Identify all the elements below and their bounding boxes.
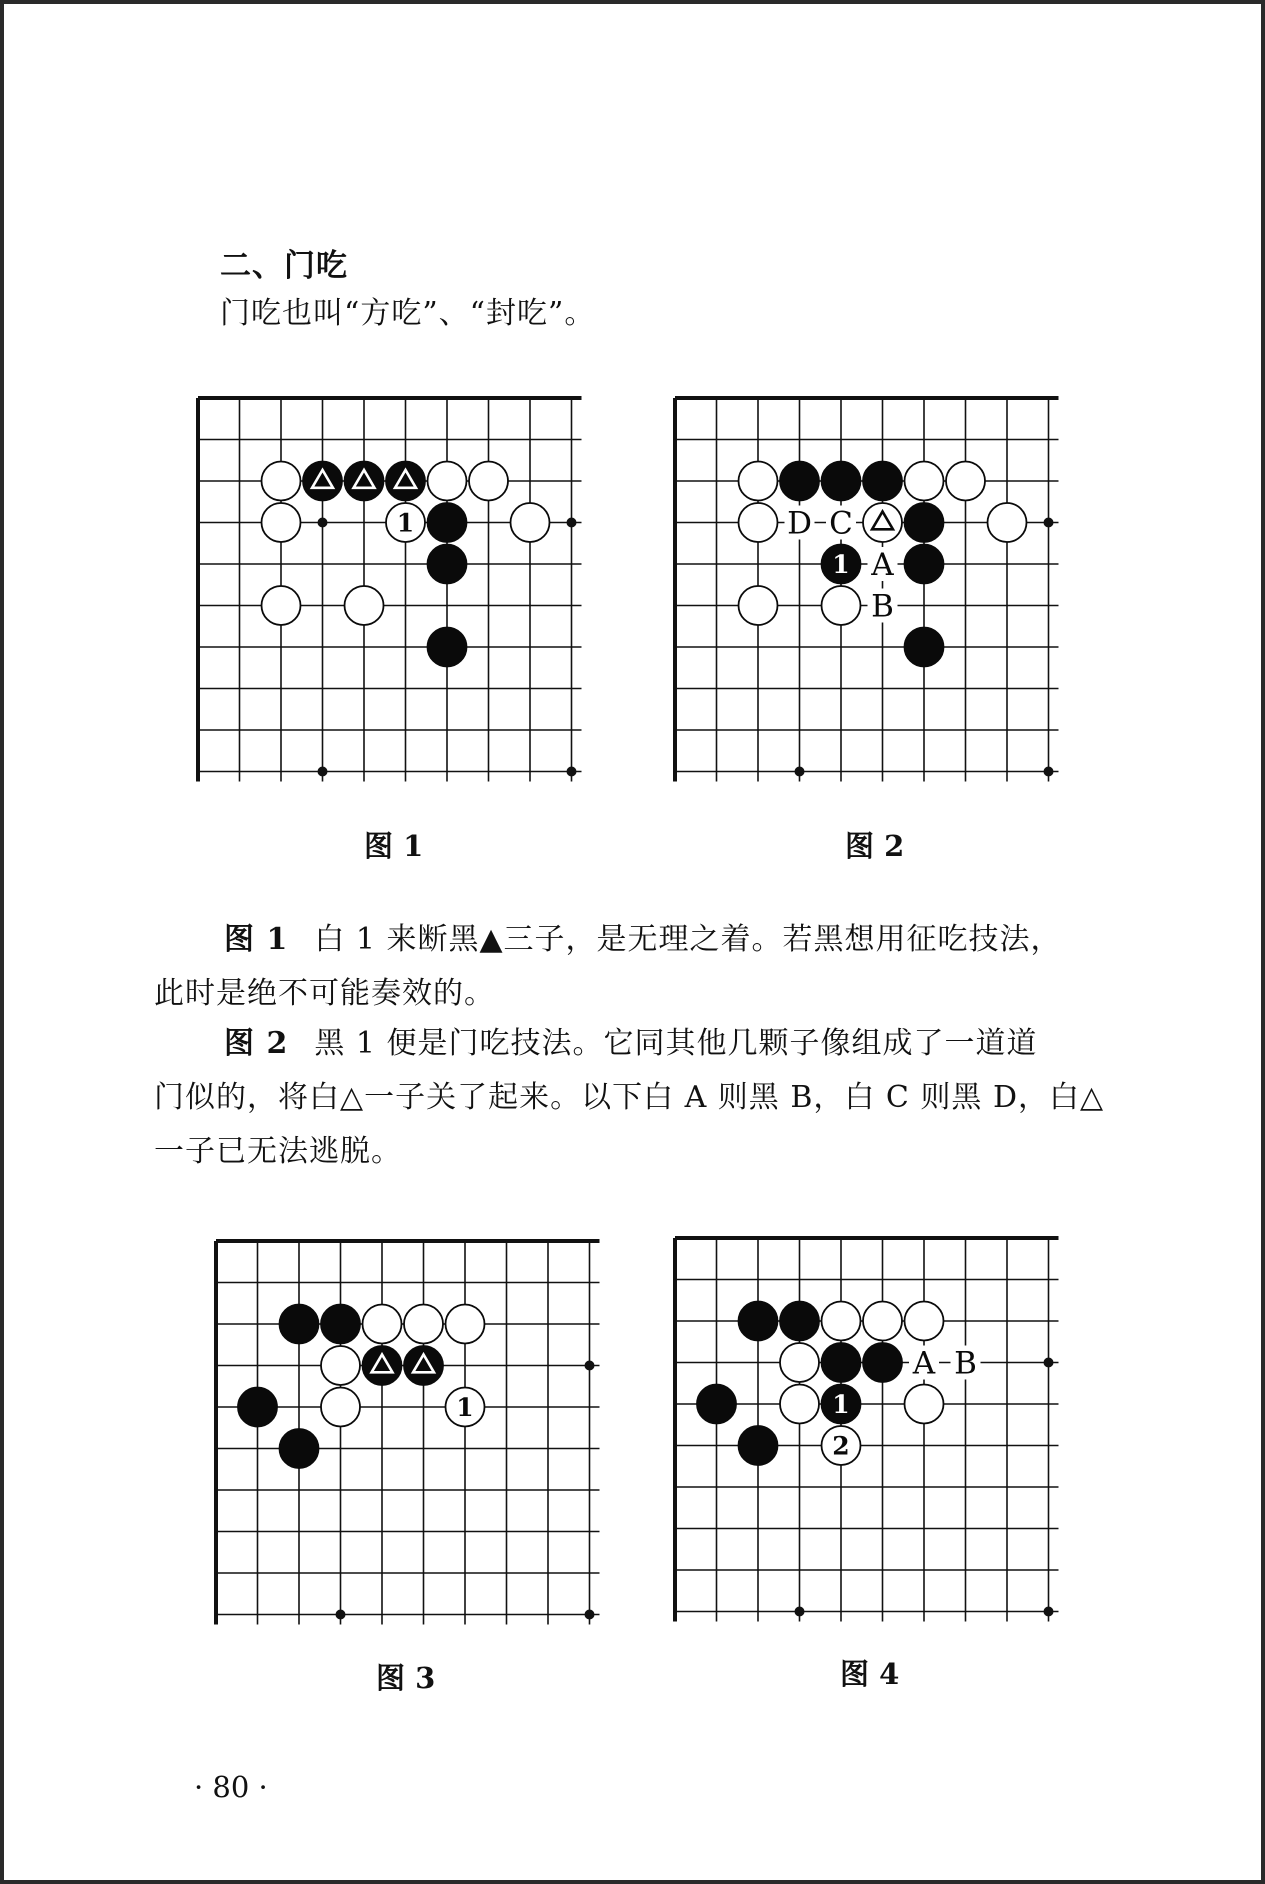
white-stone bbox=[988, 503, 1027, 542]
paragraph-fig2-line3: 一子已无法逃脱。 bbox=[154, 1134, 402, 1169]
book-page bbox=[4, 4, 1261, 1880]
white-stone bbox=[822, 1302, 861, 1341]
star-point bbox=[336, 1610, 346, 1620]
white-stone bbox=[863, 1302, 902, 1341]
page-number: · 80 · bbox=[194, 1770, 268, 1804]
black-stone bbox=[739, 1426, 778, 1465]
section-intro: 门吃也叫“方吃”、“封吃”。 bbox=[220, 296, 596, 331]
white-stone bbox=[946, 462, 985, 501]
black-stone bbox=[905, 545, 944, 584]
point-letter: B bbox=[871, 588, 894, 625]
star-point bbox=[1044, 1358, 1054, 1368]
white-stone bbox=[262, 586, 301, 625]
black-stone bbox=[822, 545, 861, 584]
white-stone bbox=[739, 503, 778, 542]
white-stone bbox=[469, 462, 508, 501]
star-point bbox=[1044, 767, 1054, 777]
paragraph-fig2-text: 黑 1 便是门吃技法。它同其他几颗子像组成了一道道 bbox=[314, 1026, 1038, 1061]
star-point bbox=[567, 518, 577, 528]
go-diagram-4 bbox=[671, 1234, 1087, 1638]
white-stone bbox=[822, 1426, 861, 1465]
black-stone bbox=[697, 1385, 736, 1424]
black-stone bbox=[404, 1346, 443, 1385]
figure-1-caption: 图 1 bbox=[364, 829, 424, 863]
point-letter: A bbox=[871, 547, 894, 583]
white-stone bbox=[321, 1388, 360, 1427]
black-stone bbox=[428, 628, 467, 667]
black-stone bbox=[303, 462, 342, 501]
white-stone bbox=[446, 1388, 485, 1427]
paragraph-fig1-text: 白 1 来断黑▲三子，是无理之着。若黑想用征吃技法， bbox=[314, 922, 1062, 957]
point-letter: A bbox=[912, 1345, 936, 1382]
paragraph-fig2-line1 bbox=[154, 1024, 1038, 1064]
black-stone bbox=[428, 545, 467, 584]
section-title: 二、门吃 bbox=[220, 248, 348, 284]
star-point bbox=[1044, 1607, 1054, 1617]
black-stone bbox=[822, 462, 861, 501]
black-stone bbox=[905, 503, 944, 542]
star-point bbox=[585, 1361, 595, 1371]
white-stone bbox=[262, 462, 301, 501]
white-stone bbox=[386, 503, 425, 542]
point-letter: B bbox=[954, 1345, 977, 1382]
paragraph-fig2-line2: 门似的，将白△一子关了起来。以下白 A 则黑 B，白 C 则黑 D，白△ bbox=[154, 1080, 1105, 1115]
point-letter: D bbox=[787, 505, 812, 542]
go-diagram-2 bbox=[671, 394, 1087, 798]
white-stone bbox=[262, 503, 301, 542]
paragraph-fig1-line2: 此时是绝不可能奏效的。 bbox=[154, 976, 495, 1011]
white-stone bbox=[780, 1385, 819, 1424]
white-stone bbox=[363, 1305, 402, 1344]
star-point bbox=[1044, 518, 1054, 528]
white-stone bbox=[905, 462, 944, 501]
white-stone bbox=[739, 462, 778, 501]
black-stone bbox=[238, 1388, 277, 1427]
white-stone bbox=[428, 462, 467, 501]
black-stone bbox=[822, 1385, 861, 1424]
black-stone bbox=[863, 462, 902, 501]
black-stone bbox=[905, 628, 944, 667]
black-stone bbox=[739, 1302, 778, 1341]
black-stone bbox=[822, 1343, 861, 1382]
white-stone bbox=[404, 1305, 443, 1344]
black-stone bbox=[780, 1302, 819, 1341]
white-stone bbox=[345, 586, 384, 625]
white-stone bbox=[905, 1302, 944, 1341]
white-stone bbox=[739, 586, 778, 625]
white-stone bbox=[446, 1305, 485, 1344]
star-point bbox=[318, 518, 328, 528]
white-stone bbox=[511, 503, 550, 542]
black-stone bbox=[386, 462, 425, 501]
star-point bbox=[567, 767, 577, 777]
go-diagram-1 bbox=[194, 394, 610, 798]
white-stone bbox=[321, 1346, 360, 1385]
black-stone bbox=[863, 1343, 902, 1382]
move-number: 1 bbox=[832, 1390, 850, 1419]
move-number: 1 bbox=[396, 508, 415, 538]
black-stone bbox=[363, 1346, 402, 1385]
white-stone bbox=[863, 503, 902, 542]
black-stone bbox=[345, 462, 384, 501]
figure-3-caption: 图 3 bbox=[376, 1661, 436, 1695]
black-stone bbox=[280, 1429, 319, 1468]
paragraph-fig1-label: 图 1 bbox=[224, 922, 289, 957]
white-stone bbox=[822, 586, 861, 625]
star-point bbox=[318, 767, 328, 777]
point-letter: C bbox=[829, 505, 853, 542]
move-number: 1 bbox=[832, 550, 850, 579]
white-stone bbox=[905, 1385, 944, 1424]
move-number: 2 bbox=[832, 1431, 850, 1461]
black-stone bbox=[428, 503, 467, 542]
figure-2-caption: 图 2 bbox=[845, 829, 905, 863]
black-stone bbox=[321, 1305, 360, 1344]
star-point bbox=[795, 767, 805, 777]
paragraph-fig2-label: 图 2 bbox=[224, 1026, 289, 1061]
star-point bbox=[795, 1607, 805, 1617]
figure-4-caption: 图 4 bbox=[840, 1657, 900, 1691]
go-diagram-3 bbox=[212, 1237, 628, 1641]
white-stone bbox=[780, 1343, 819, 1382]
star-point bbox=[585, 1610, 595, 1620]
black-stone bbox=[280, 1305, 319, 1344]
paragraph-fig1-line1 bbox=[154, 920, 1062, 960]
black-stone bbox=[780, 462, 819, 501]
move-number: 1 bbox=[456, 1393, 474, 1422]
